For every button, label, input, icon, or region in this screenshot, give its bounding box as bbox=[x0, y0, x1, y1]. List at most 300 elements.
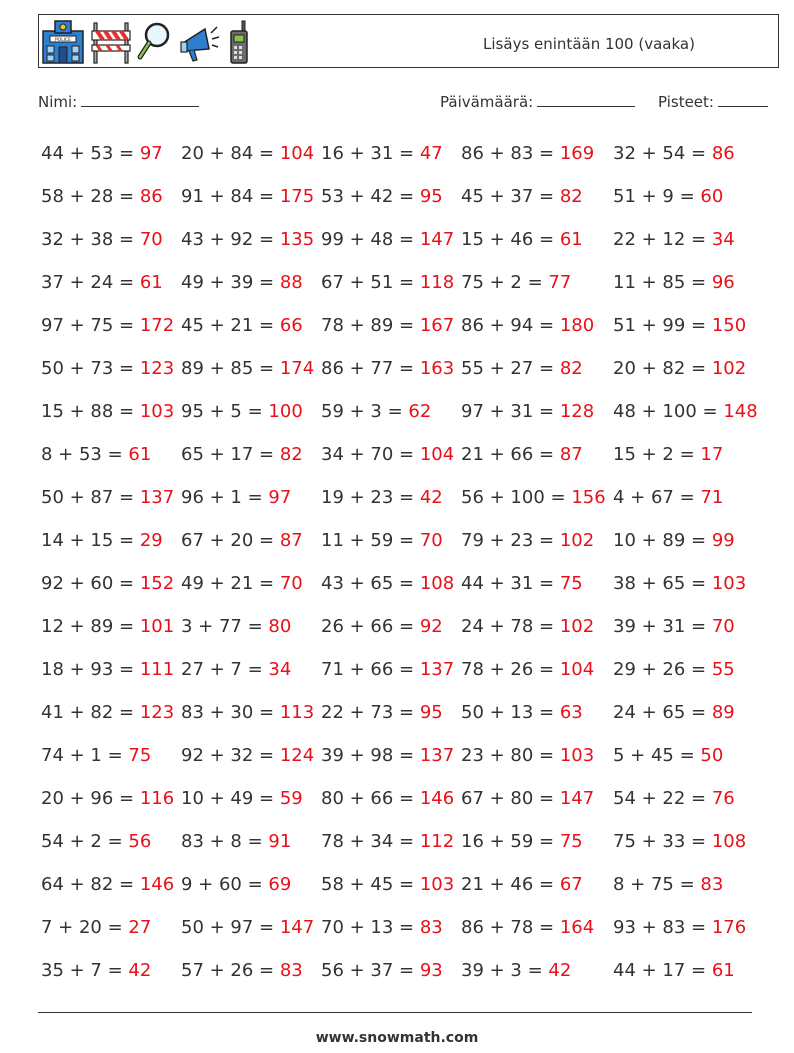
problem-item bbox=[181, 612, 291, 642]
problem-answer: 146 bbox=[139, 874, 175, 895]
problem-item bbox=[41, 139, 163, 169]
problem-question: 15 + 2 = bbox=[613, 444, 701, 465]
problem-question: 56 + 37 = bbox=[321, 960, 420, 981]
problem-answer: 42 bbox=[548, 960, 572, 981]
problem-answer: 103 bbox=[139, 401, 175, 422]
problem-answer: 83 bbox=[700, 874, 724, 895]
problem-answer: 70 bbox=[139, 229, 163, 250]
problem-question: 67 + 51 = bbox=[321, 272, 420, 293]
problem-row bbox=[41, 956, 781, 999]
problem-item bbox=[41, 827, 151, 857]
problem-question: 99 + 48 = bbox=[321, 229, 420, 250]
problem-answer: 103 bbox=[419, 874, 455, 895]
problem-item bbox=[41, 655, 174, 685]
problem-item bbox=[181, 397, 303, 427]
problem-question: 78 + 26 = bbox=[461, 659, 560, 680]
problem-item bbox=[613, 311, 746, 341]
problem-row bbox=[41, 870, 781, 913]
problem-question: 16 + 31 = bbox=[321, 143, 420, 164]
problem-item bbox=[321, 354, 454, 384]
problem-item bbox=[613, 784, 735, 814]
problem-answer: 34 bbox=[268, 659, 292, 680]
problem-question: 65 + 17 = bbox=[181, 444, 280, 465]
problem-question: 15 + 88 = bbox=[41, 401, 140, 422]
problem-item bbox=[461, 956, 571, 986]
problem-answer: 97 bbox=[268, 487, 292, 508]
problem-answer: 104 bbox=[559, 659, 595, 680]
problem-item bbox=[41, 870, 174, 900]
header-icons bbox=[41, 18, 251, 66]
problem-item bbox=[41, 913, 151, 943]
problem-item bbox=[181, 741, 314, 771]
problem-answer: 87 bbox=[559, 444, 583, 465]
problem-answer: 176 bbox=[711, 917, 747, 938]
problem-answer: 92 bbox=[419, 616, 443, 637]
problem-question: 39 + 98 = bbox=[321, 745, 420, 766]
problem-question: 45 + 21 = bbox=[181, 315, 280, 336]
problem-question: 92 + 60 = bbox=[41, 573, 140, 594]
police-station-icon bbox=[41, 19, 85, 65]
problem-question: 86 + 78 = bbox=[461, 917, 560, 938]
problem-row bbox=[41, 225, 781, 268]
footer-url: www.snowmath.com bbox=[315, 1030, 479, 1046]
problem-item bbox=[613, 354, 746, 384]
problem-answer: 175 bbox=[279, 186, 315, 207]
problem-answer: 137 bbox=[139, 487, 175, 508]
problem-question: 50 + 73 = bbox=[41, 358, 140, 379]
problem-question: 20 + 96 = bbox=[41, 788, 140, 809]
problem-item bbox=[461, 139, 594, 169]
problem-question: 67 + 20 = bbox=[181, 530, 280, 551]
score-field[interactable] bbox=[658, 93, 768, 111]
problem-answer: 124 bbox=[279, 745, 315, 766]
problem-item bbox=[613, 956, 735, 986]
problem-item bbox=[321, 569, 454, 599]
problem-item bbox=[461, 225, 583, 255]
problem-question: 75 + 33 = bbox=[613, 831, 712, 852]
problem-item bbox=[461, 182, 583, 212]
problem-question: 26 + 66 = bbox=[321, 616, 420, 637]
problem-row bbox=[41, 397, 781, 440]
problem-question: 8 + 75 = bbox=[613, 874, 701, 895]
problem-answer: 87 bbox=[279, 530, 303, 551]
problem-answer: 56 bbox=[128, 831, 152, 852]
problem-question: 45 + 37 = bbox=[461, 186, 560, 207]
problem-answer: 75 bbox=[128, 745, 152, 766]
problem-answer: 75 bbox=[559, 831, 583, 852]
problem-question: 54 + 2 = bbox=[41, 831, 129, 852]
problem-answer: 69 bbox=[268, 874, 292, 895]
problem-item bbox=[321, 397, 431, 427]
problem-item bbox=[321, 655, 454, 685]
problem-item bbox=[181, 139, 314, 169]
problem-answer: 60 bbox=[700, 186, 724, 207]
problem-answer: 150 bbox=[711, 315, 747, 336]
problem-item bbox=[613, 870, 723, 900]
problem-question: 4 + 67 = bbox=[613, 487, 701, 508]
problem-item bbox=[321, 483, 443, 513]
problem-item bbox=[321, 440, 454, 470]
problem-item bbox=[461, 870, 583, 900]
problem-answer: 97 bbox=[139, 143, 163, 164]
problem-question: 57 + 26 = bbox=[181, 960, 280, 981]
problem-row bbox=[41, 741, 781, 784]
problem-question: 44 + 31 = bbox=[461, 573, 560, 594]
problem-answer: 99 bbox=[711, 530, 735, 551]
problem-question: 22 + 12 = bbox=[613, 229, 712, 250]
problem-question: 80 + 66 = bbox=[321, 788, 420, 809]
problem-item bbox=[181, 311, 303, 341]
problem-question: 78 + 89 = bbox=[321, 315, 420, 336]
problem-answer: 103 bbox=[559, 745, 595, 766]
problem-item bbox=[461, 440, 583, 470]
problem-row bbox=[41, 354, 781, 397]
problem-item bbox=[613, 698, 735, 728]
problem-item bbox=[461, 655, 594, 685]
problem-answer: 102 bbox=[559, 530, 595, 551]
problem-answer: 76 bbox=[711, 788, 735, 809]
problem-item bbox=[461, 397, 594, 427]
problem-question: 41 + 82 = bbox=[41, 702, 140, 723]
problem-question: 91 + 84 = bbox=[181, 186, 280, 207]
problem-answer: 83 bbox=[279, 960, 303, 981]
problem-question: 58 + 45 = bbox=[321, 874, 420, 895]
problem-answer: 102 bbox=[559, 616, 595, 637]
problem-answer: 34 bbox=[711, 229, 735, 250]
problem-row bbox=[41, 784, 781, 827]
problem-question: 20 + 82 = bbox=[613, 358, 712, 379]
problem-answer: 66 bbox=[279, 315, 303, 336]
problem-question: 71 + 66 = bbox=[321, 659, 420, 680]
problem-answer: 93 bbox=[419, 960, 443, 981]
problem-question: 67 + 80 = bbox=[461, 788, 560, 809]
problem-item bbox=[321, 913, 443, 943]
problem-answer: 116 bbox=[139, 788, 175, 809]
problem-question: 32 + 54 = bbox=[613, 143, 712, 164]
problem-item bbox=[41, 956, 151, 986]
problem-answer: 82 bbox=[279, 444, 303, 465]
problem-question: 92 + 32 = bbox=[181, 745, 280, 766]
problem-answer: 70 bbox=[419, 530, 443, 551]
problem-question: 21 + 66 = bbox=[461, 444, 560, 465]
problem-item bbox=[321, 225, 454, 255]
problem-item bbox=[461, 784, 594, 814]
problem-question: 24 + 78 = bbox=[461, 616, 560, 637]
problem-answer: 77 bbox=[548, 272, 572, 293]
problem-item bbox=[181, 440, 303, 470]
problem-question: 24 + 65 = bbox=[613, 702, 712, 723]
problem-question: 95 + 5 = bbox=[181, 401, 269, 422]
problem-question: 32 + 38 = bbox=[41, 229, 140, 250]
problem-question: 70 + 13 = bbox=[321, 917, 420, 938]
problem-item bbox=[321, 956, 443, 986]
problem-answer: 42 bbox=[128, 960, 152, 981]
problem-item bbox=[461, 483, 606, 513]
problem-item bbox=[181, 784, 303, 814]
problem-question: 22 + 73 = bbox=[321, 702, 420, 723]
problem-question: 14 + 15 = bbox=[41, 530, 140, 551]
problem-question: 86 + 77 = bbox=[321, 358, 420, 379]
problem-item bbox=[461, 827, 583, 857]
problem-answer: 147 bbox=[419, 229, 455, 250]
problem-item bbox=[613, 913, 746, 943]
problem-item bbox=[41, 440, 151, 470]
problem-item bbox=[41, 182, 163, 212]
problem-answer: 83 bbox=[419, 917, 443, 938]
problem-question: 97 + 31 = bbox=[461, 401, 560, 422]
problem-question: 43 + 65 = bbox=[321, 573, 420, 594]
problem-answer: 137 bbox=[419, 659, 455, 680]
problem-item bbox=[321, 870, 454, 900]
problem-grid bbox=[41, 139, 781, 999]
problem-question: 39 + 3 = bbox=[461, 960, 549, 981]
problem-question: 89 + 85 = bbox=[181, 358, 280, 379]
road-barrier-icon bbox=[91, 19, 131, 65]
problem-row bbox=[41, 483, 781, 526]
problem-question: 50 + 87 = bbox=[41, 487, 140, 508]
problem-question: 78 + 34 = bbox=[321, 831, 420, 852]
problem-answer: 146 bbox=[419, 788, 455, 809]
problem-question: 38 + 65 = bbox=[613, 573, 712, 594]
problem-question: 48 + 100 = bbox=[613, 401, 724, 422]
problem-question: 51 + 99 = bbox=[613, 315, 712, 336]
problem-item bbox=[41, 784, 174, 814]
problem-item bbox=[461, 268, 571, 298]
problem-question: 50 + 97 = bbox=[181, 917, 280, 938]
problem-item bbox=[613, 741, 723, 771]
problem-item bbox=[181, 870, 291, 900]
problem-answer: 96 bbox=[711, 272, 735, 293]
problem-item bbox=[461, 569, 583, 599]
problem-answer: 112 bbox=[419, 831, 455, 852]
problem-item bbox=[181, 225, 314, 255]
problem-row bbox=[41, 526, 781, 569]
problem-item bbox=[181, 526, 303, 556]
problem-question: 27 + 7 = bbox=[181, 659, 269, 680]
name-blank[interactable] bbox=[81, 93, 199, 107]
problem-item bbox=[181, 182, 314, 212]
problem-item bbox=[41, 569, 174, 599]
problem-item bbox=[321, 784, 454, 814]
problem-item bbox=[181, 956, 303, 986]
problem-question: 49 + 21 = bbox=[181, 573, 280, 594]
problem-item bbox=[461, 526, 594, 556]
problem-question: 50 + 13 = bbox=[461, 702, 560, 723]
problem-question: 79 + 23 = bbox=[461, 530, 560, 551]
problem-question: 75 + 2 = bbox=[461, 272, 549, 293]
problem-answer: 55 bbox=[711, 659, 735, 680]
problem-answer: 172 bbox=[139, 315, 175, 336]
problem-item bbox=[181, 483, 291, 513]
problem-row bbox=[41, 913, 781, 956]
problem-question: 59 + 3 = bbox=[321, 401, 409, 422]
problem-row bbox=[41, 698, 781, 741]
problem-question: 37 + 24 = bbox=[41, 272, 140, 293]
date-blank[interactable] bbox=[537, 93, 635, 107]
problem-item bbox=[461, 311, 594, 341]
problem-answer: 82 bbox=[559, 186, 583, 207]
problem-answer: 70 bbox=[279, 573, 303, 594]
problem-item bbox=[613, 569, 746, 599]
problem-question: 9 + 60 = bbox=[181, 874, 269, 895]
problem-question: 12 + 89 = bbox=[41, 616, 140, 637]
problem-item bbox=[181, 268, 303, 298]
problem-question: 11 + 59 = bbox=[321, 530, 420, 551]
problem-item bbox=[41, 612, 174, 642]
problem-row bbox=[41, 569, 781, 612]
problem-question: 39 + 31 = bbox=[613, 616, 712, 637]
problem-item bbox=[181, 698, 314, 728]
problem-item bbox=[321, 268, 454, 298]
walkie-talkie-icon bbox=[227, 19, 251, 65]
problem-item bbox=[321, 139, 443, 169]
problem-question: 19 + 23 = bbox=[321, 487, 420, 508]
problem-answer: 101 bbox=[139, 616, 175, 637]
problem-question: 55 + 27 = bbox=[461, 358, 560, 379]
problem-answer: 135 bbox=[279, 229, 315, 250]
problem-item bbox=[613, 440, 723, 470]
problem-item bbox=[41, 741, 151, 771]
problem-answer: 62 bbox=[408, 401, 432, 422]
name-field[interactable] bbox=[38, 93, 199, 111]
problem-item bbox=[461, 612, 594, 642]
problem-question: 10 + 49 = bbox=[181, 788, 280, 809]
problem-item bbox=[41, 311, 174, 341]
problem-row bbox=[41, 655, 781, 698]
problem-question: 21 + 46 = bbox=[461, 874, 560, 895]
problem-answer: 113 bbox=[279, 702, 315, 723]
problem-question: 86 + 94 = bbox=[461, 315, 560, 336]
problem-item bbox=[321, 311, 454, 341]
problem-question: 83 + 30 = bbox=[181, 702, 280, 723]
problem-question: 53 + 42 = bbox=[321, 186, 420, 207]
date-field[interactable] bbox=[440, 93, 635, 111]
problem-item bbox=[461, 698, 583, 728]
problem-answer: 82 bbox=[559, 358, 583, 379]
problem-answer: 67 bbox=[559, 874, 583, 895]
problem-answer: 70 bbox=[711, 616, 735, 637]
problem-item bbox=[321, 741, 454, 771]
problem-answer: 50 bbox=[700, 745, 724, 766]
problem-answer: 148 bbox=[723, 401, 758, 422]
problem-item bbox=[41, 397, 174, 427]
problem-answer: 108 bbox=[711, 831, 747, 852]
problem-item bbox=[181, 354, 314, 384]
problem-question: 29 + 26 = bbox=[613, 659, 712, 680]
problem-question: 15 + 46 = bbox=[461, 229, 560, 250]
problem-answer: 156 bbox=[571, 487, 606, 508]
problem-question: 20 + 84 = bbox=[181, 143, 280, 164]
problem-item bbox=[181, 569, 303, 599]
problem-answer: 108 bbox=[419, 573, 455, 594]
problem-answer: 164 bbox=[559, 917, 595, 938]
problem-question: 16 + 59 = bbox=[461, 831, 560, 852]
problem-item bbox=[613, 182, 723, 212]
problem-answer: 123 bbox=[139, 358, 175, 379]
problem-item bbox=[461, 354, 583, 384]
problem-row bbox=[41, 827, 781, 870]
problem-answer: 88 bbox=[279, 272, 303, 293]
problem-answer: 169 bbox=[559, 143, 595, 164]
problem-question: 64 + 82 = bbox=[41, 874, 140, 895]
svg-text:POLICE: POLICE bbox=[54, 38, 72, 43]
problem-question: 97 + 75 = bbox=[41, 315, 140, 336]
problem-question: 11 + 85 = bbox=[613, 272, 712, 293]
problem-question: 8 + 53 = bbox=[41, 444, 129, 465]
magnifier-icon bbox=[137, 19, 173, 65]
problem-question: 74 + 1 = bbox=[41, 745, 129, 766]
problem-question: 58 + 28 = bbox=[41, 186, 140, 207]
problem-answer: 123 bbox=[139, 702, 175, 723]
problem-question: 93 + 83 = bbox=[613, 917, 712, 938]
problem-question: 44 + 17 = bbox=[613, 960, 712, 981]
problem-answer: 61 bbox=[711, 960, 735, 981]
problem-item bbox=[321, 526, 443, 556]
problem-question: 5 + 45 = bbox=[613, 745, 701, 766]
problem-item bbox=[41, 698, 174, 728]
problem-answer: 86 bbox=[711, 143, 735, 164]
problem-answer: 167 bbox=[419, 315, 455, 336]
problem-item bbox=[613, 268, 735, 298]
problem-row bbox=[41, 311, 781, 354]
problem-answer: 86 bbox=[139, 186, 163, 207]
problem-answer: 111 bbox=[139, 659, 175, 680]
problem-question: 86 + 83 = bbox=[461, 143, 560, 164]
problem-question: 83 + 8 = bbox=[181, 831, 269, 852]
problem-item bbox=[41, 225, 163, 255]
problem-answer: 95 bbox=[419, 186, 443, 207]
problem-question: 35 + 7 = bbox=[41, 960, 129, 981]
problem-question: 56 + 100 = bbox=[461, 487, 572, 508]
megaphone-icon bbox=[179, 19, 221, 65]
problem-answer: 100 bbox=[268, 401, 303, 422]
problem-question: 34 + 70 = bbox=[321, 444, 420, 465]
problem-item bbox=[181, 655, 291, 685]
name-label: Nimi: bbox=[38, 93, 78, 111]
problem-answer: 174 bbox=[279, 358, 315, 379]
problem-answer: 163 bbox=[419, 358, 455, 379]
worksheet-header bbox=[38, 14, 779, 68]
problem-row bbox=[41, 268, 781, 311]
problem-answer: 29 bbox=[139, 530, 163, 551]
problem-answer: 71 bbox=[700, 487, 724, 508]
problem-answer: 75 bbox=[559, 573, 583, 594]
problem-item bbox=[613, 483, 723, 513]
problem-answer: 147 bbox=[559, 788, 595, 809]
problem-row bbox=[41, 612, 781, 655]
problem-answer: 104 bbox=[419, 444, 455, 465]
problem-item bbox=[461, 913, 594, 943]
problem-question: 10 + 89 = bbox=[613, 530, 712, 551]
problem-answer: 61 bbox=[128, 444, 152, 465]
problem-question: 7 + 20 = bbox=[41, 917, 129, 938]
problem-item bbox=[321, 827, 454, 857]
problem-item bbox=[41, 526, 163, 556]
problem-answer: 103 bbox=[711, 573, 747, 594]
problem-answer: 147 bbox=[279, 917, 315, 938]
problem-item bbox=[181, 913, 314, 943]
problem-item bbox=[613, 827, 746, 857]
problem-question: 96 + 1 = bbox=[181, 487, 269, 508]
problem-item bbox=[613, 526, 735, 556]
problem-answer: 95 bbox=[419, 702, 443, 723]
problem-answer: 89 bbox=[711, 702, 735, 723]
problem-question: 49 + 39 = bbox=[181, 272, 280, 293]
score-blank[interactable] bbox=[718, 93, 768, 107]
problem-answer: 137 bbox=[419, 745, 455, 766]
problem-answer: 128 bbox=[559, 401, 595, 422]
problem-answer: 27 bbox=[128, 917, 152, 938]
